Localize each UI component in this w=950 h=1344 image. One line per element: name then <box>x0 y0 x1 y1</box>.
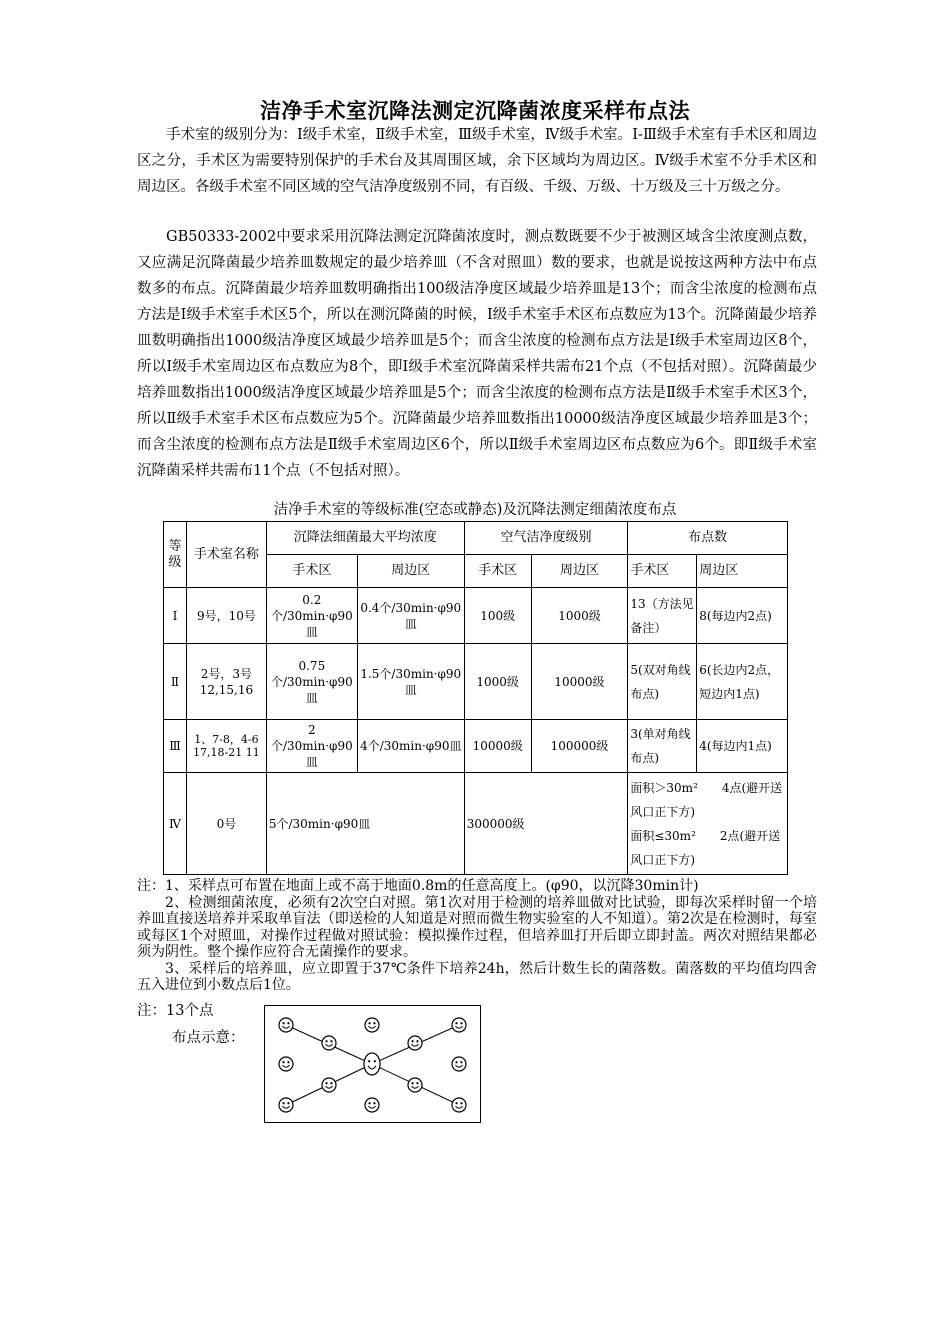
sampling-point-icon <box>452 1018 466 1032</box>
cell-settle-op: 0.75个/30min·φ90皿 <box>266 644 357 720</box>
header-grade: 等级 <box>164 522 187 588</box>
paragraph-2-text: GB50333-2002中要求采用沉降法测定沉降菌浓度时，测点数既要不少于被测区域含尘浓度测点数，又应满足沉降菌最少培养皿数规定的最少培养皿（不含对照皿）数的要求，也就是说按这两种方法中布点数多的布点。沉降菌最少培养皿数明确指出100级洁净度区域最少培养皿是13个；而含尘浓度的检测布点方法是Ⅰ级手术室手术区5个，所以在测沉降菌的时候，Ⅰ级手术室手术区布点数应为13个。沉降菌最少培养皿数明确指出1000级洁净度区域最少培养皿是5个；而含尘浓度的检测布点方法是Ⅰ级手术室周边区8个，所以Ⅰ级手术室周边区布点数应为8个，即Ⅰ级手术室沉降菌采样共需布21个点（不包括对照）。沉降菌最少培养皿数指出1000级洁净度区域最少培养皿是5个；而含尘浓度的检测布点方法是Ⅱ级手术室手术区3个，所以Ⅱ级手术室手术区布点数应为5个。沉降菌最少培养皿数指出10000级洁净度区域最少培养皿是3个；而含尘浓度的检测布点方法是Ⅱ级手术室周边区6个，所以Ⅱ级手术室周边区布点数应为6个。即Ⅱ级手术室沉降菌采样共需布11个点（不包括对照）。 <box>137 229 817 479</box>
table-row <box>164 644 788 720</box>
header-pts-peri: 周边区 <box>697 555 788 588</box>
header-points: 布点数 <box>628 522 788 555</box>
paragraph-1-text: 手术室的级别分为：Ⅰ级手术室，Ⅱ级手术室，Ⅲ级手术室，Ⅳ级手术室。Ⅰ-Ⅲ级手术室有手术区和周边区之分，手术区为需要特别保护的手术台及其周围区域，余下区域均为周边区。Ⅳ级手术室不分手术区和周边区。各级手术室不同区域的空气洁净度级别不同，有百级、千级、万级、十万级及三十万级之分。 <box>137 127 817 195</box>
diagram-note: 注：13个点 <box>137 1003 214 1019</box>
cell-settle-peri: 0.4个/30min·φ90皿 <box>357 588 464 644</box>
table-row <box>164 720 788 773</box>
note-3: 3、采样后的培养皿，应立即置于37℃条件下培养24h，然后计数生长的菌落数。菌落数的平均值均四舍五入进位到小数点后1位。 <box>137 960 817 993</box>
sampling-point-icon <box>365 1098 379 1112</box>
sampling-point-icon <box>452 1057 466 1071</box>
cell-grade: Ⅱ <box>164 644 187 720</box>
sampling-point-icon <box>365 1018 379 1032</box>
sampling-point-icon <box>364 1053 380 1075</box>
cell-settle-op: 2个/30min·φ90皿 <box>266 720 357 773</box>
header-pts-op: 手术区 <box>628 555 697 588</box>
table-caption: 洁净手术室的等级标准(空态或静态)及沉降法测定细菌浓度布点 <box>273 502 677 518</box>
cell-pts-peri: 6(长边内2点，短边内1点) <box>697 644 788 720</box>
header-settle-peri: 周边区 <box>357 555 464 588</box>
cell-settle-peri: 1.5个/30min·φ90皿 <box>357 644 464 720</box>
header-clean-op: 手术区 <box>464 555 531 588</box>
sampling-diagram <box>264 1005 481 1123</box>
notes-block <box>137 878 817 994</box>
cell-clean-peri: 1000级 <box>531 588 628 644</box>
page-title: 洁净手术室沉降法测定沉降菌浓度采样布点法 <box>260 99 690 123</box>
sampling-point-icon <box>279 1018 293 1032</box>
cell-settle-op: 0.2个/30min·φ90皿 <box>266 588 357 644</box>
sampling-point-icon <box>279 1098 293 1112</box>
cell-clean-peri: 10000级 <box>531 644 628 720</box>
cell-grade: Ⅲ <box>164 720 187 773</box>
sampling-point-icon <box>279 1057 293 1071</box>
paragraph-1 <box>137 122 817 200</box>
sampling-point-icon <box>452 1098 466 1112</box>
header-room-name: 手术室名称 <box>186 522 266 588</box>
cell-grade: Ⅳ <box>164 773 187 875</box>
cell-clean-op: 10000级 <box>464 720 531 773</box>
cell-clean: 300000级 <box>464 773 628 875</box>
sampling-point-icon <box>408 1078 422 1092</box>
header-clean-peri: 周边区 <box>531 555 628 588</box>
sampling-point-icon <box>408 1036 422 1050</box>
header-settling: 沉降法细菌最大平均浓度 <box>266 522 464 555</box>
cell-name: 0号 <box>186 773 266 875</box>
cell-pts-op: 5(双对角线布点) <box>628 644 697 720</box>
note-1: 注：1、采样点可布置在地面上或不高于地面0.8m的任意高度上。(φ90，以沉降30min计) <box>137 878 699 894</box>
cell-clean-op: 1000级 <box>464 644 531 720</box>
cell-settle: 5个/30min·φ90皿 <box>266 773 464 875</box>
header-cleanliness: 空气洁净度级别 <box>464 522 628 555</box>
cell-pts-line-2: 面积≤30m² 2点(避开送风口正下方) <box>630 828 781 867</box>
sampling-point-icon <box>322 1078 336 1092</box>
sampling-point-icon <box>322 1036 336 1050</box>
cell-pts <box>628 773 788 875</box>
cell-name: 1、7-8，4-6 17,18-21 11 <box>186 720 266 773</box>
cell-pts-op: 13（方法见备注） <box>628 588 697 644</box>
cell-name: 2号，3号12,15,16 <box>186 644 266 720</box>
cell-pts-peri: 4(每边内1点) <box>697 720 788 773</box>
cell-pts-peri: 8(每边内2点) <box>697 588 788 644</box>
cell-pts-op: 3(单对角线布点) <box>628 720 697 773</box>
cell-clean-op: 100级 <box>464 588 531 644</box>
cell-clean-peri: 100000级 <box>531 720 628 773</box>
paragraph-2 <box>137 224 817 484</box>
table-row <box>164 773 788 875</box>
diagram-label: 布点示意： <box>172 1030 245 1046</box>
table-row <box>164 588 788 644</box>
standards-table <box>163 521 788 875</box>
cell-grade: Ⅰ <box>164 588 187 644</box>
note-2: 2、检测细菌浓度，必须有2次空白对照。第1次对用于检测的培养皿做对比试验，即每次采样时留一个培养皿直接送培养并采取单盲法（即送检的人知道是对照而微生物实验室的人不知道）。第2次是在检测时，每室或每区1个对照皿，对操作过程做对照试验：模拟操作过程，但培养皿打开后即立即封盖。两次对照结果都必须为阴性。整个操作应符合无菌操作的要求。 <box>137 894 817 960</box>
cell-settle-peri: 4个/30min·φ90皿 <box>357 720 464 773</box>
cell-name: 9号，10号 <box>186 588 266 644</box>
cell-pts-line-1: 面积＞30m² 4点(避开送风口正下方) <box>630 780 783 819</box>
header-settle-op: 手术区 <box>266 555 357 588</box>
